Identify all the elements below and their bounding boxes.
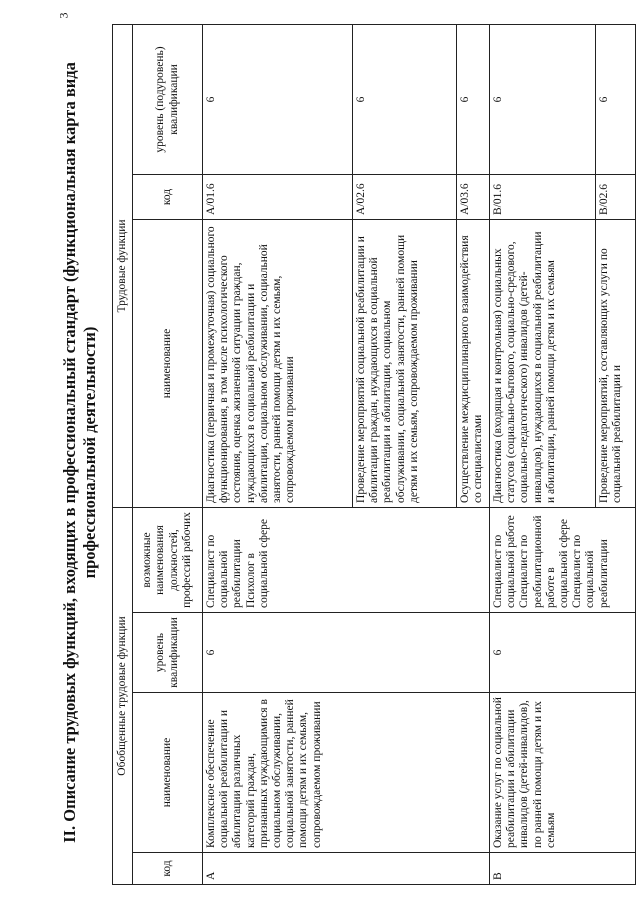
function-a03-name: Осуществление междисциплинарного взаимодействия со специалистами (457, 219, 490, 507)
group-b-level: 6 (490, 613, 636, 693)
col-header-positions: возможные наименования должностей, профессий рабочих (133, 507, 203, 612)
group-b-positions: Специалист по социальной работе Специалист по реабилитационной работе в социальной сфере Специалист по социальной реабилитации (490, 507, 636, 612)
function-b01-code: B/01.6 (490, 174, 596, 219)
function-b02-level: 6 (596, 24, 636, 174)
function-a03-code: A/03.6 (457, 174, 490, 219)
col-header-code: код (133, 853, 203, 885)
function-a02-code: A/02.6 (353, 174, 457, 219)
col-header-tf-level: уровень (подуровень) квалификации (133, 24, 203, 174)
section-title: II. Описание трудовых функций, входящих в профессиональный стандарт (функциональная карта вида профессиональной деятельности) (60, 62, 99, 843)
col-header-tf-code: код (133, 174, 203, 219)
function-a02-level: 6 (353, 24, 457, 174)
function-b01-level: 6 (490, 24, 596, 174)
header-labor-functions: Трудовые функции (113, 24, 133, 507)
function-a02-name: Проведение мероприятий социальной реабилитации и абилитации граждан, нуждающихся в социальной реабилитации и абилитации, социальном обслуживании, социальной занятости, ранней помощи детям и их семьям, сопровождаемом проживании (353, 219, 457, 507)
function-b02-name: Проведение мероприятий, составляющих услуги по социальной реабилитации и (596, 219, 636, 507)
page-number: 3 (56, 12, 71, 19)
group-a-level: 6 (203, 613, 490, 693)
group-b-name: Оказание услуг по социальной реабилитации и абилитации инвалидов (детей-инвалидов), по ранней помощи детям и их семьям (490, 693, 636, 853)
header-generalized-functions: Обобщенные трудовые функции (113, 507, 133, 884)
function-a01-level: 6 (203, 24, 353, 174)
function-a03-level: 6 (457, 24, 490, 174)
group-b-code: B (490, 853, 636, 885)
table-row (203, 24, 353, 884)
functional-map-table (112, 24, 636, 885)
group-a-name: Комплексное обеспечение социальной реабилитации и абилитации различных категорий граждан, признанных нуждающимися в социальном обслуживании, социальной занятости, ранней помощи детям и их семьям, сопровождаемом проживании (203, 693, 490, 853)
function-a01-name: Диагностика (первичная и промежуточная) социального функционирования, в том числе психологического состояния, оценка жизненной ситуации граждан, нуждающихся в социальной реабилитации и абилитации, социальном обслуживании, социальной занятости, ранней помощи детям и их семьям, сопровождаемом проживании (203, 219, 353, 507)
col-header-tf-name: наименование (133, 219, 203, 507)
group-a-code: A (203, 853, 490, 885)
group-a-positions: Специалист по социальной реабилитации Психолог в социальной сфере (203, 507, 490, 612)
col-header-level: уровень квалификации (133, 613, 203, 693)
table-row (490, 24, 596, 884)
function-b01-name: Диагностика (входящая и контрольная) социальных статусов (социально-бытового, социально-средового, социально-педагогического) инвалидов (детей-инвалидов), нуждающихся в социальной реабилитации и абилитации, ранней помощи детям и их семьям (490, 219, 596, 507)
function-b02-code: B/02.6 (596, 174, 636, 219)
function-a01-code: A/01.6 (203, 174, 353, 219)
col-header-name: наименование (133, 693, 203, 853)
